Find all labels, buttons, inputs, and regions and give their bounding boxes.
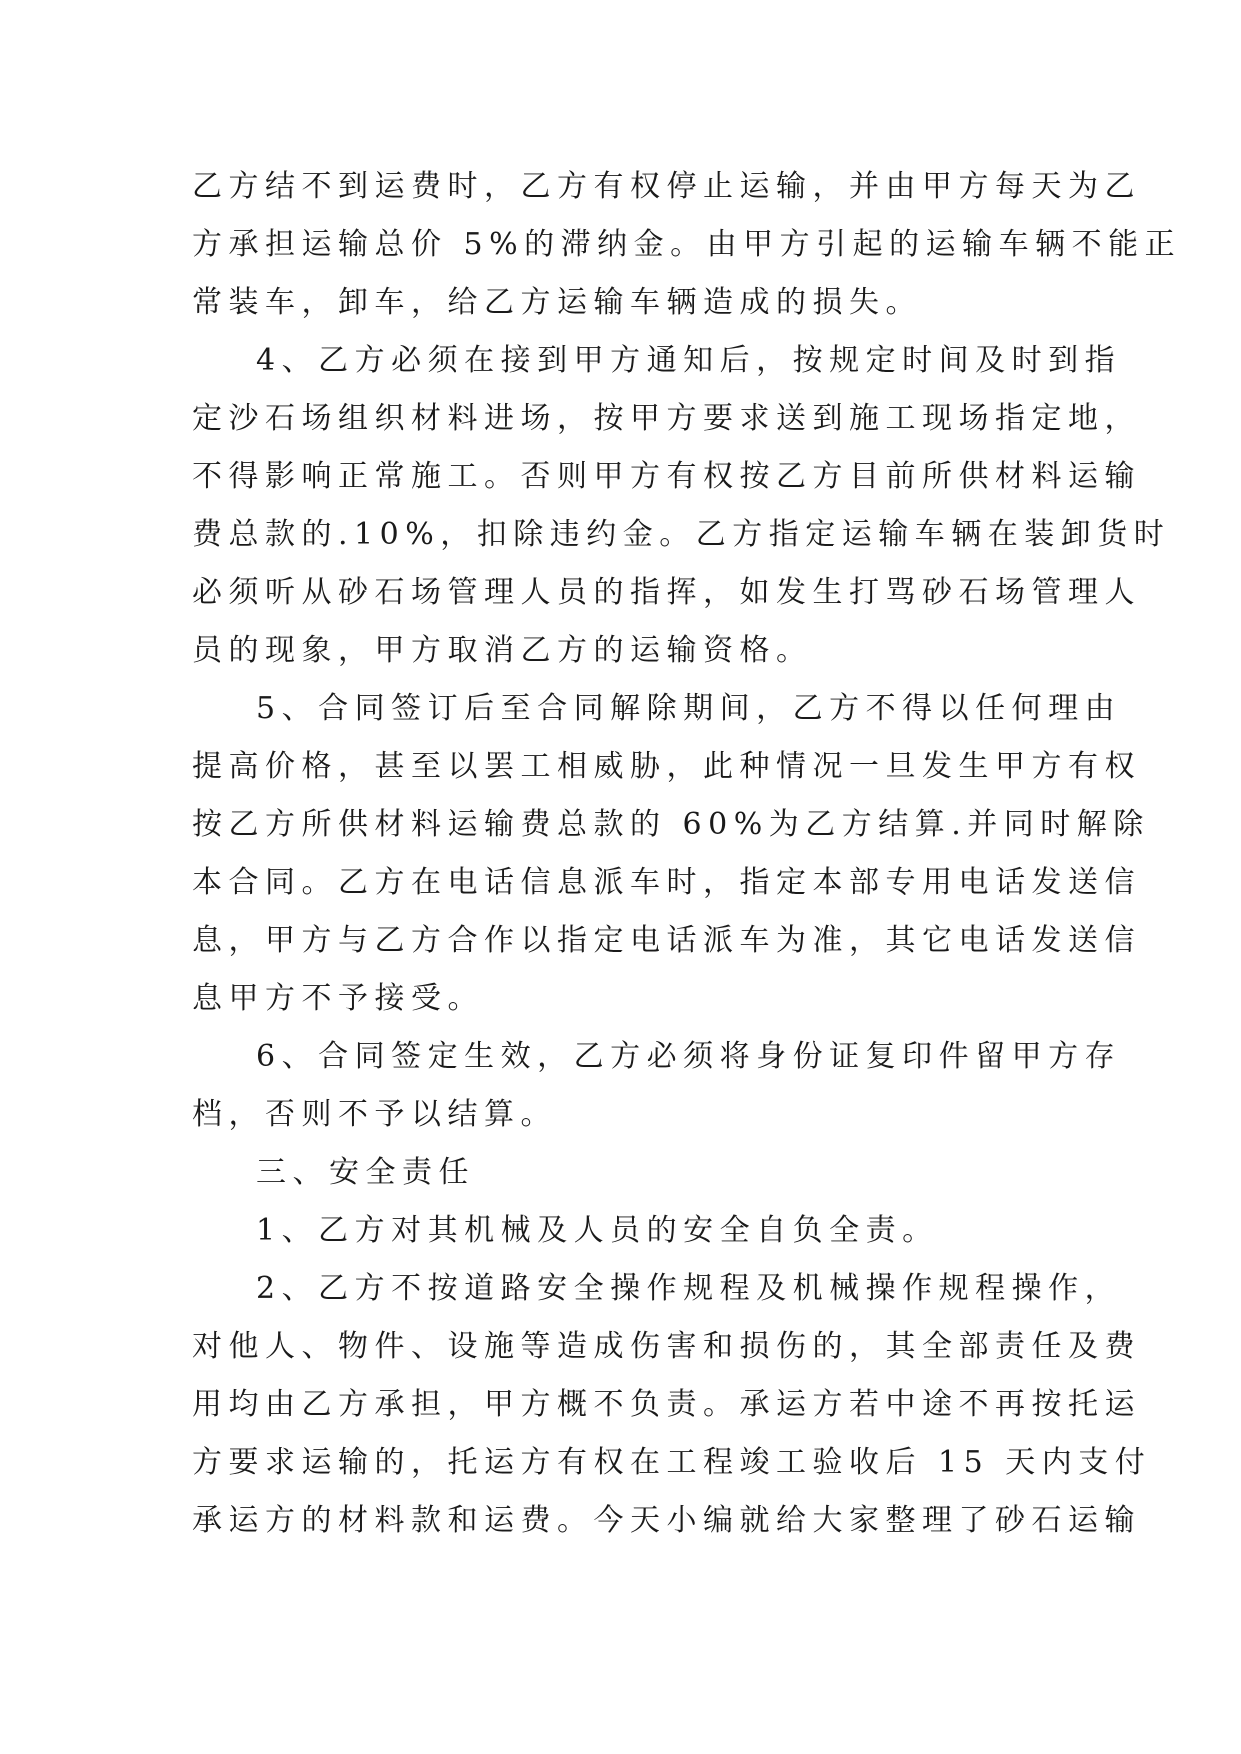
text-line: 方承担运输总价 5%的滞纳金。由甲方引起的运输车辆不能正 (192, 227, 1182, 262)
text-line: 息，甲方与乙方合作以指定电话派车为准，其它电话发送信 (192, 923, 1141, 958)
text-line: 不得影响正常施工。否则甲方有权按乙方目前所供材料运输 (192, 459, 1141, 494)
text-line: 2、乙方不按道路安全操作规程及机械操作规程操作， (256, 1271, 1122, 1306)
text-line: 费总款的.10%，扣除违约金。乙方指定运输车辆在装卸货时 (192, 517, 1171, 552)
text-line: 提高价格，甚至以罢工相威胁，此种情况一旦发生甲方有权 (192, 749, 1141, 784)
text-line: 按乙方所供材料运输费总款的 60%为乙方结算.并同时解除 (192, 807, 1150, 842)
section-heading: 三、安全责任 (256, 1155, 475, 1190)
text-line: 对他人、物件、设施等造成伤害和损伤的，其全部责任及费 (192, 1329, 1141, 1364)
text-line: 用均由乙方承担，甲方概不负责。承运方若中途不再按托运 (192, 1387, 1141, 1422)
text-line: 乙方结不到运费时，乙方有权停止运输，并由甲方每天为乙 (192, 169, 1141, 204)
text-line: 本合同。乙方在电话信息派车时，指定本部专用电话发送信 (192, 865, 1141, 900)
text-line: 档，否则不予以结算。 (192, 1097, 557, 1132)
text-line: 1、乙方对其机械及人员的安全自负全责。 (256, 1213, 939, 1248)
text-line: 息甲方不予接受。 (192, 981, 484, 1016)
text-line: 6、合同签定生效，乙方必须将身份证复印件留甲方存 (256, 1039, 1122, 1074)
text-line: 必须听从砂石场管理人员的指挥，如发生打骂砂石场管理人 (192, 575, 1141, 610)
text-line: 方要求运输的，托运方有权在工程竣工验收后 15 天内支付 (192, 1445, 1152, 1480)
text-line: 定沙石场组织材料进场，按甲方要求送到施工现场指定地， (192, 401, 1141, 436)
text-line: 员的现象，甲方取消乙方的运输资格。 (192, 633, 813, 668)
document-body (192, 158, 1182, 1550)
text-line: 5、合同签订后至合同解除期间，乙方不得以任何理由 (256, 691, 1122, 726)
text-line: 承运方的材料款和运费。今天小编就给大家整理了砂石运输 (192, 1503, 1141, 1538)
text-line: 常装车，卸车，给乙方运输车辆造成的损失。 (192, 285, 922, 320)
text-line: 4、乙方必须在接到甲方通知后，按规定时间及时到指 (256, 343, 1122, 378)
